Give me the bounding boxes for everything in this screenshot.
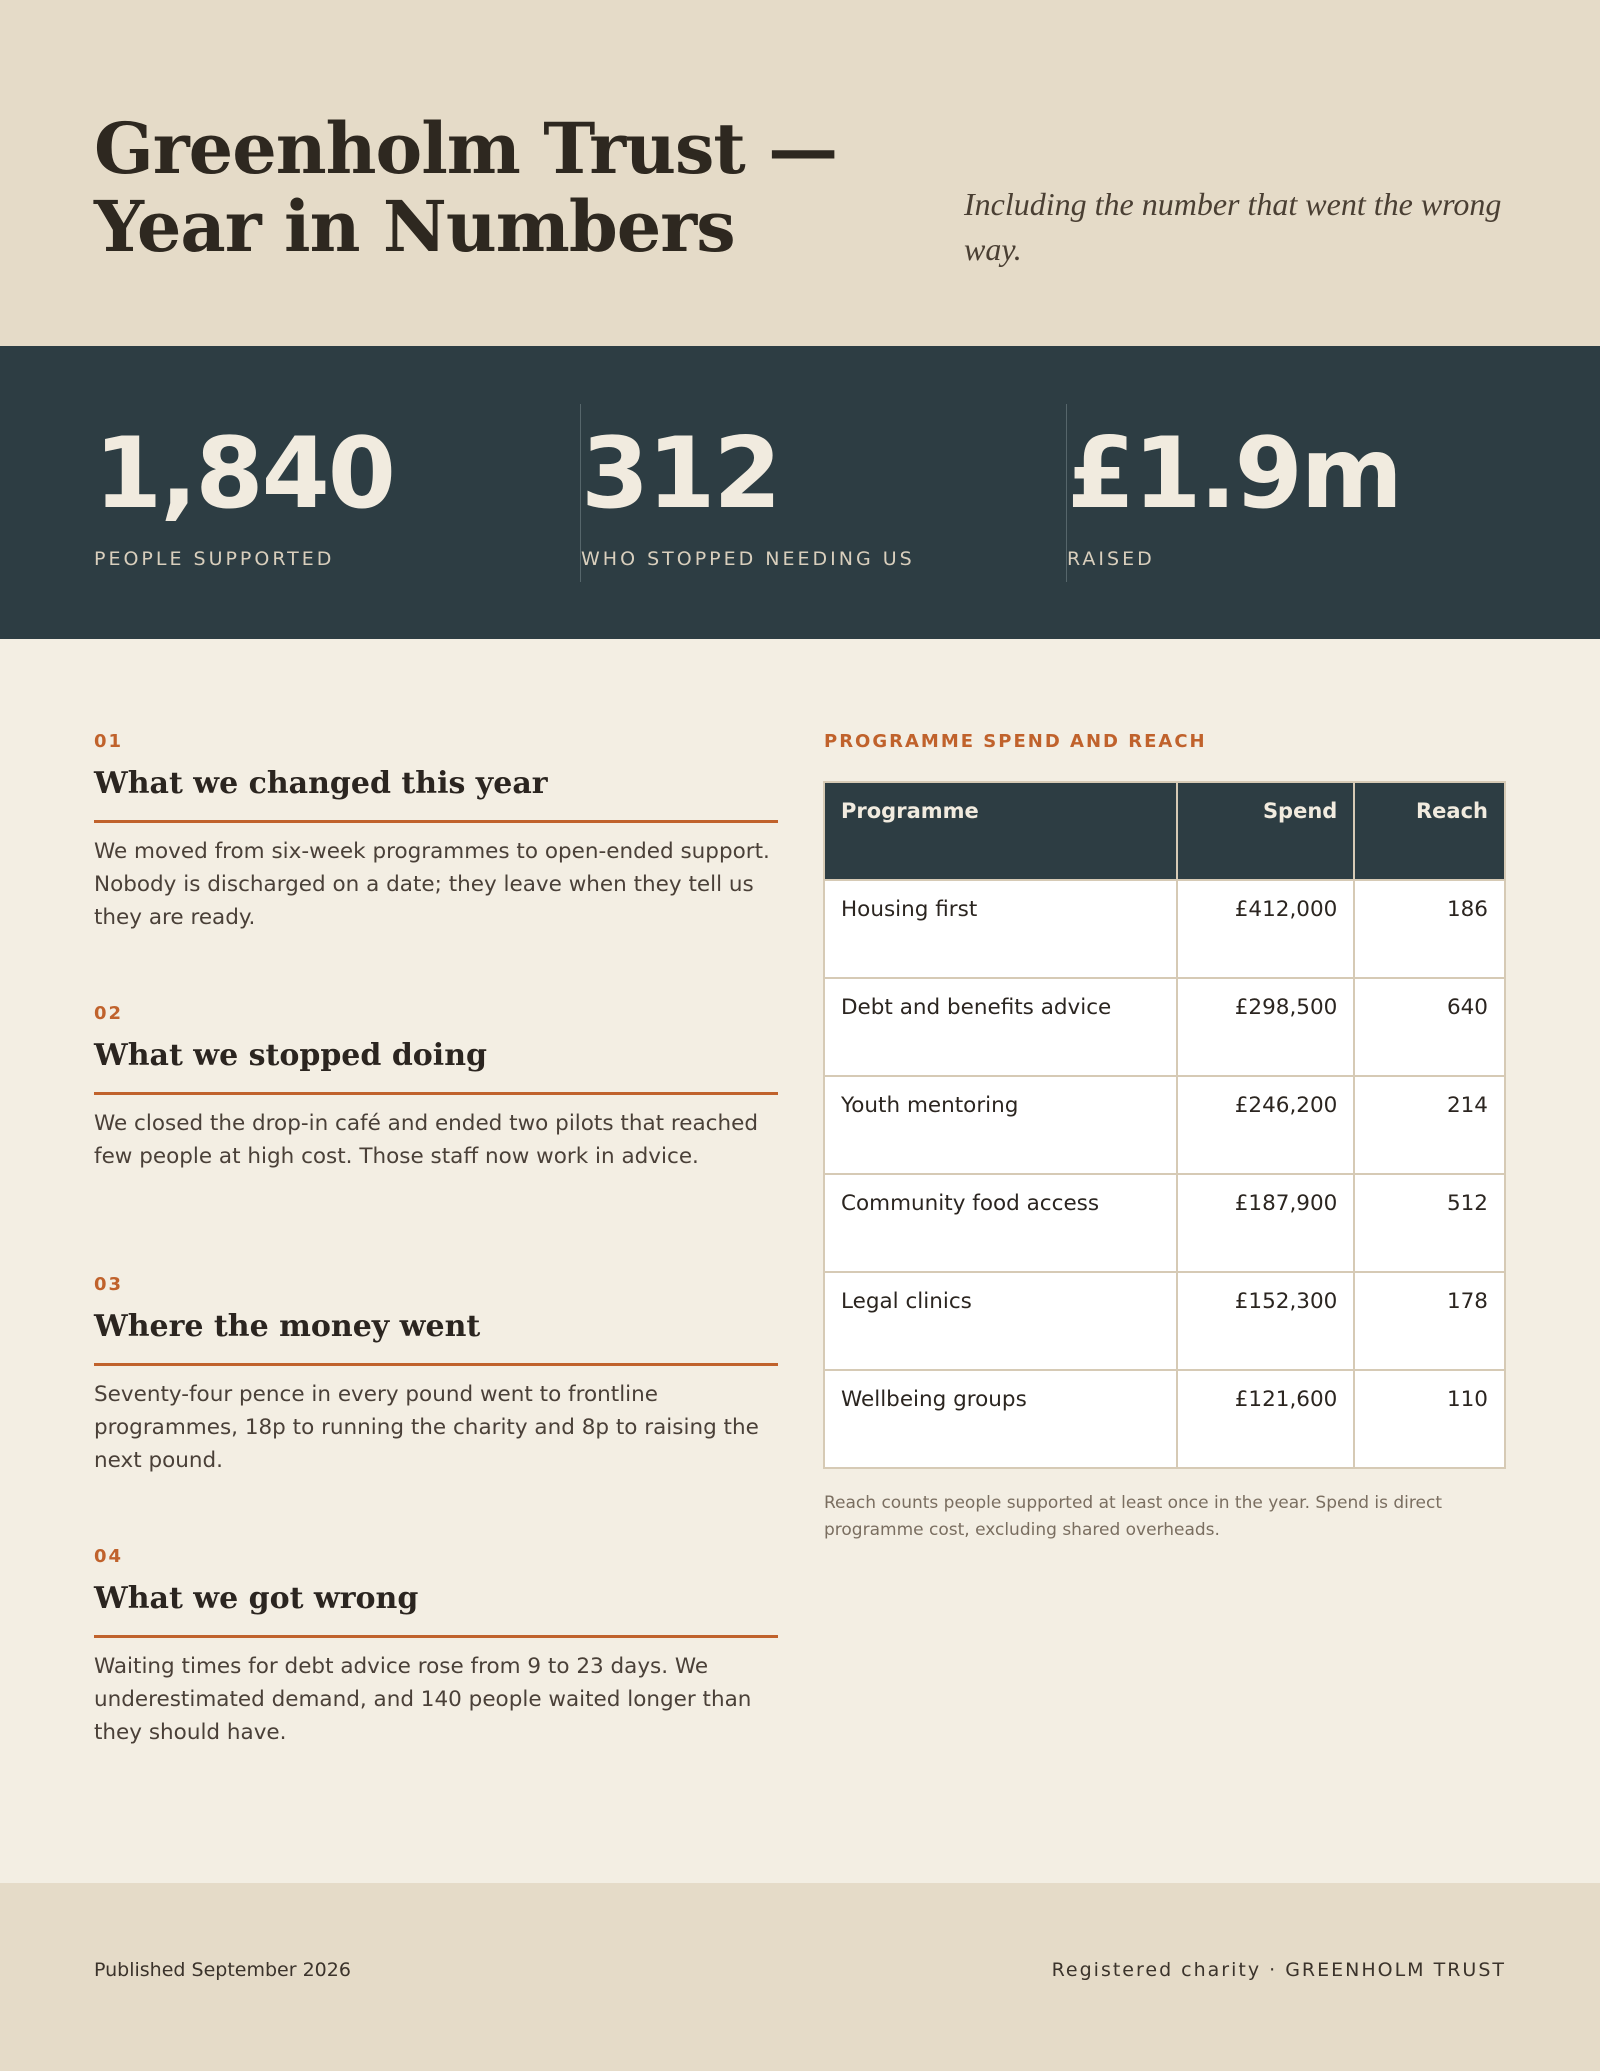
table-caption: PROGRAMME SPEND AND REACH: [824, 731, 1207, 752]
stat-value: £1.9m: [1067, 417, 1401, 531]
stat-label: RAISED: [1067, 548, 1155, 570]
section-title: Where the money went: [94, 1307, 778, 1366]
cell-reach: 512: [1354, 1174, 1505, 1272]
published-date: Published September 2026: [94, 1959, 351, 1981]
stat-people-supported: [94, 404, 394, 582]
column-header-spend: Spend: [1177, 782, 1355, 880]
table-footnote: Reach counts people supported at least once in the year. Spend is direct programme cost, excluding shared overheads.: [824, 1493, 1442, 1540]
column-header-reach: Reach: [1354, 782, 1505, 880]
section-changed: [94, 731, 778, 934]
page-subtitle: Including the number that went the wrong way.: [964, 186, 1502, 267]
cell-spend: £187,900: [1177, 1174, 1355, 1272]
section-body: Seventy-four pence in every pound went to frontline programmes, 18p to running the charity and 8p to raising the next pound.: [94, 1382, 759, 1473]
registered-charity: Registered charity · GREENHOLM TRUST: [1051, 1959, 1506, 1981]
cell-reach: 186: [1354, 880, 1505, 978]
table-row: [824, 1370, 1505, 1468]
section-number: 03: [94, 1274, 124, 1295]
programme-table: [823, 781, 1506, 1469]
section-body: Waiting times for debt advice rose from 9 to 23 days. We underestimated demand, and 140 people waited longer than they should have.: [94, 1654, 752, 1745]
stat-value: 312: [581, 417, 780, 531]
cell-spend: £298,500: [1177, 978, 1355, 1076]
cell-programme: Wellbeing groups: [824, 1370, 1177, 1468]
table-row: [824, 978, 1505, 1076]
cell-programme: Legal clinics: [824, 1272, 1177, 1370]
cell-reach: 640: [1354, 978, 1505, 1076]
footer-band: [0, 1883, 1600, 2071]
cell-reach: 214: [1354, 1076, 1505, 1174]
cell-spend: £152,300: [1177, 1272, 1355, 1370]
section-number: 01: [94, 731, 124, 752]
cell-programme: Community food access: [824, 1174, 1177, 1272]
cell-programme: Debt and benefits advice: [824, 978, 1177, 1076]
cell-spend: £121,600: [1177, 1370, 1355, 1468]
section-stopped: [94, 1003, 778, 1173]
section-money: [94, 1274, 778, 1477]
cell-programme: Housing first: [824, 880, 1177, 978]
column-header-programme: Programme: [824, 782, 1177, 880]
section-body: We moved from six-week programmes to open-ended support. Nobody is discharged on a date; they leave when they tell us they are ready.: [94, 839, 770, 930]
stats-band: [0, 346, 1600, 639]
cell-spend: £246,200: [1177, 1076, 1355, 1174]
section-number: 04: [94, 1546, 124, 1567]
section-number: 02: [94, 1003, 124, 1024]
cell-programme: Youth mentoring: [824, 1076, 1177, 1174]
table-row: [824, 880, 1505, 978]
cell-reach: 110: [1354, 1370, 1505, 1468]
table-header-row: [824, 782, 1505, 880]
stat-value: 1,840: [94, 417, 394, 531]
stat-raised: [1066, 404, 1401, 582]
cell-spend: £412,000: [1177, 880, 1355, 978]
section-title: What we changed this year: [94, 764, 778, 823]
stat-label: WHO STOPPED NEEDING US: [581, 548, 915, 570]
section-title: What we got wrong: [94, 1579, 778, 1638]
section-title: What we stopped doing: [94, 1036, 778, 1095]
stat-stopped-needing-us: [580, 404, 915, 582]
table-row: [824, 1076, 1505, 1174]
section-body: We closed the drop-in café and ended two pilots that reached few people at high cost. Those staff now work in advice.: [94, 1111, 758, 1169]
section-wrong: [94, 1546, 778, 1749]
header-band: [0, 0, 1600, 346]
stat-label: PEOPLE SUPPORTED: [94, 548, 335, 570]
table-row: [824, 1174, 1505, 1272]
page-title: Greenholm Trust — Year in Numbers: [94, 107, 838, 268]
table-row: [824, 1272, 1505, 1370]
cell-reach: 178: [1354, 1272, 1505, 1370]
